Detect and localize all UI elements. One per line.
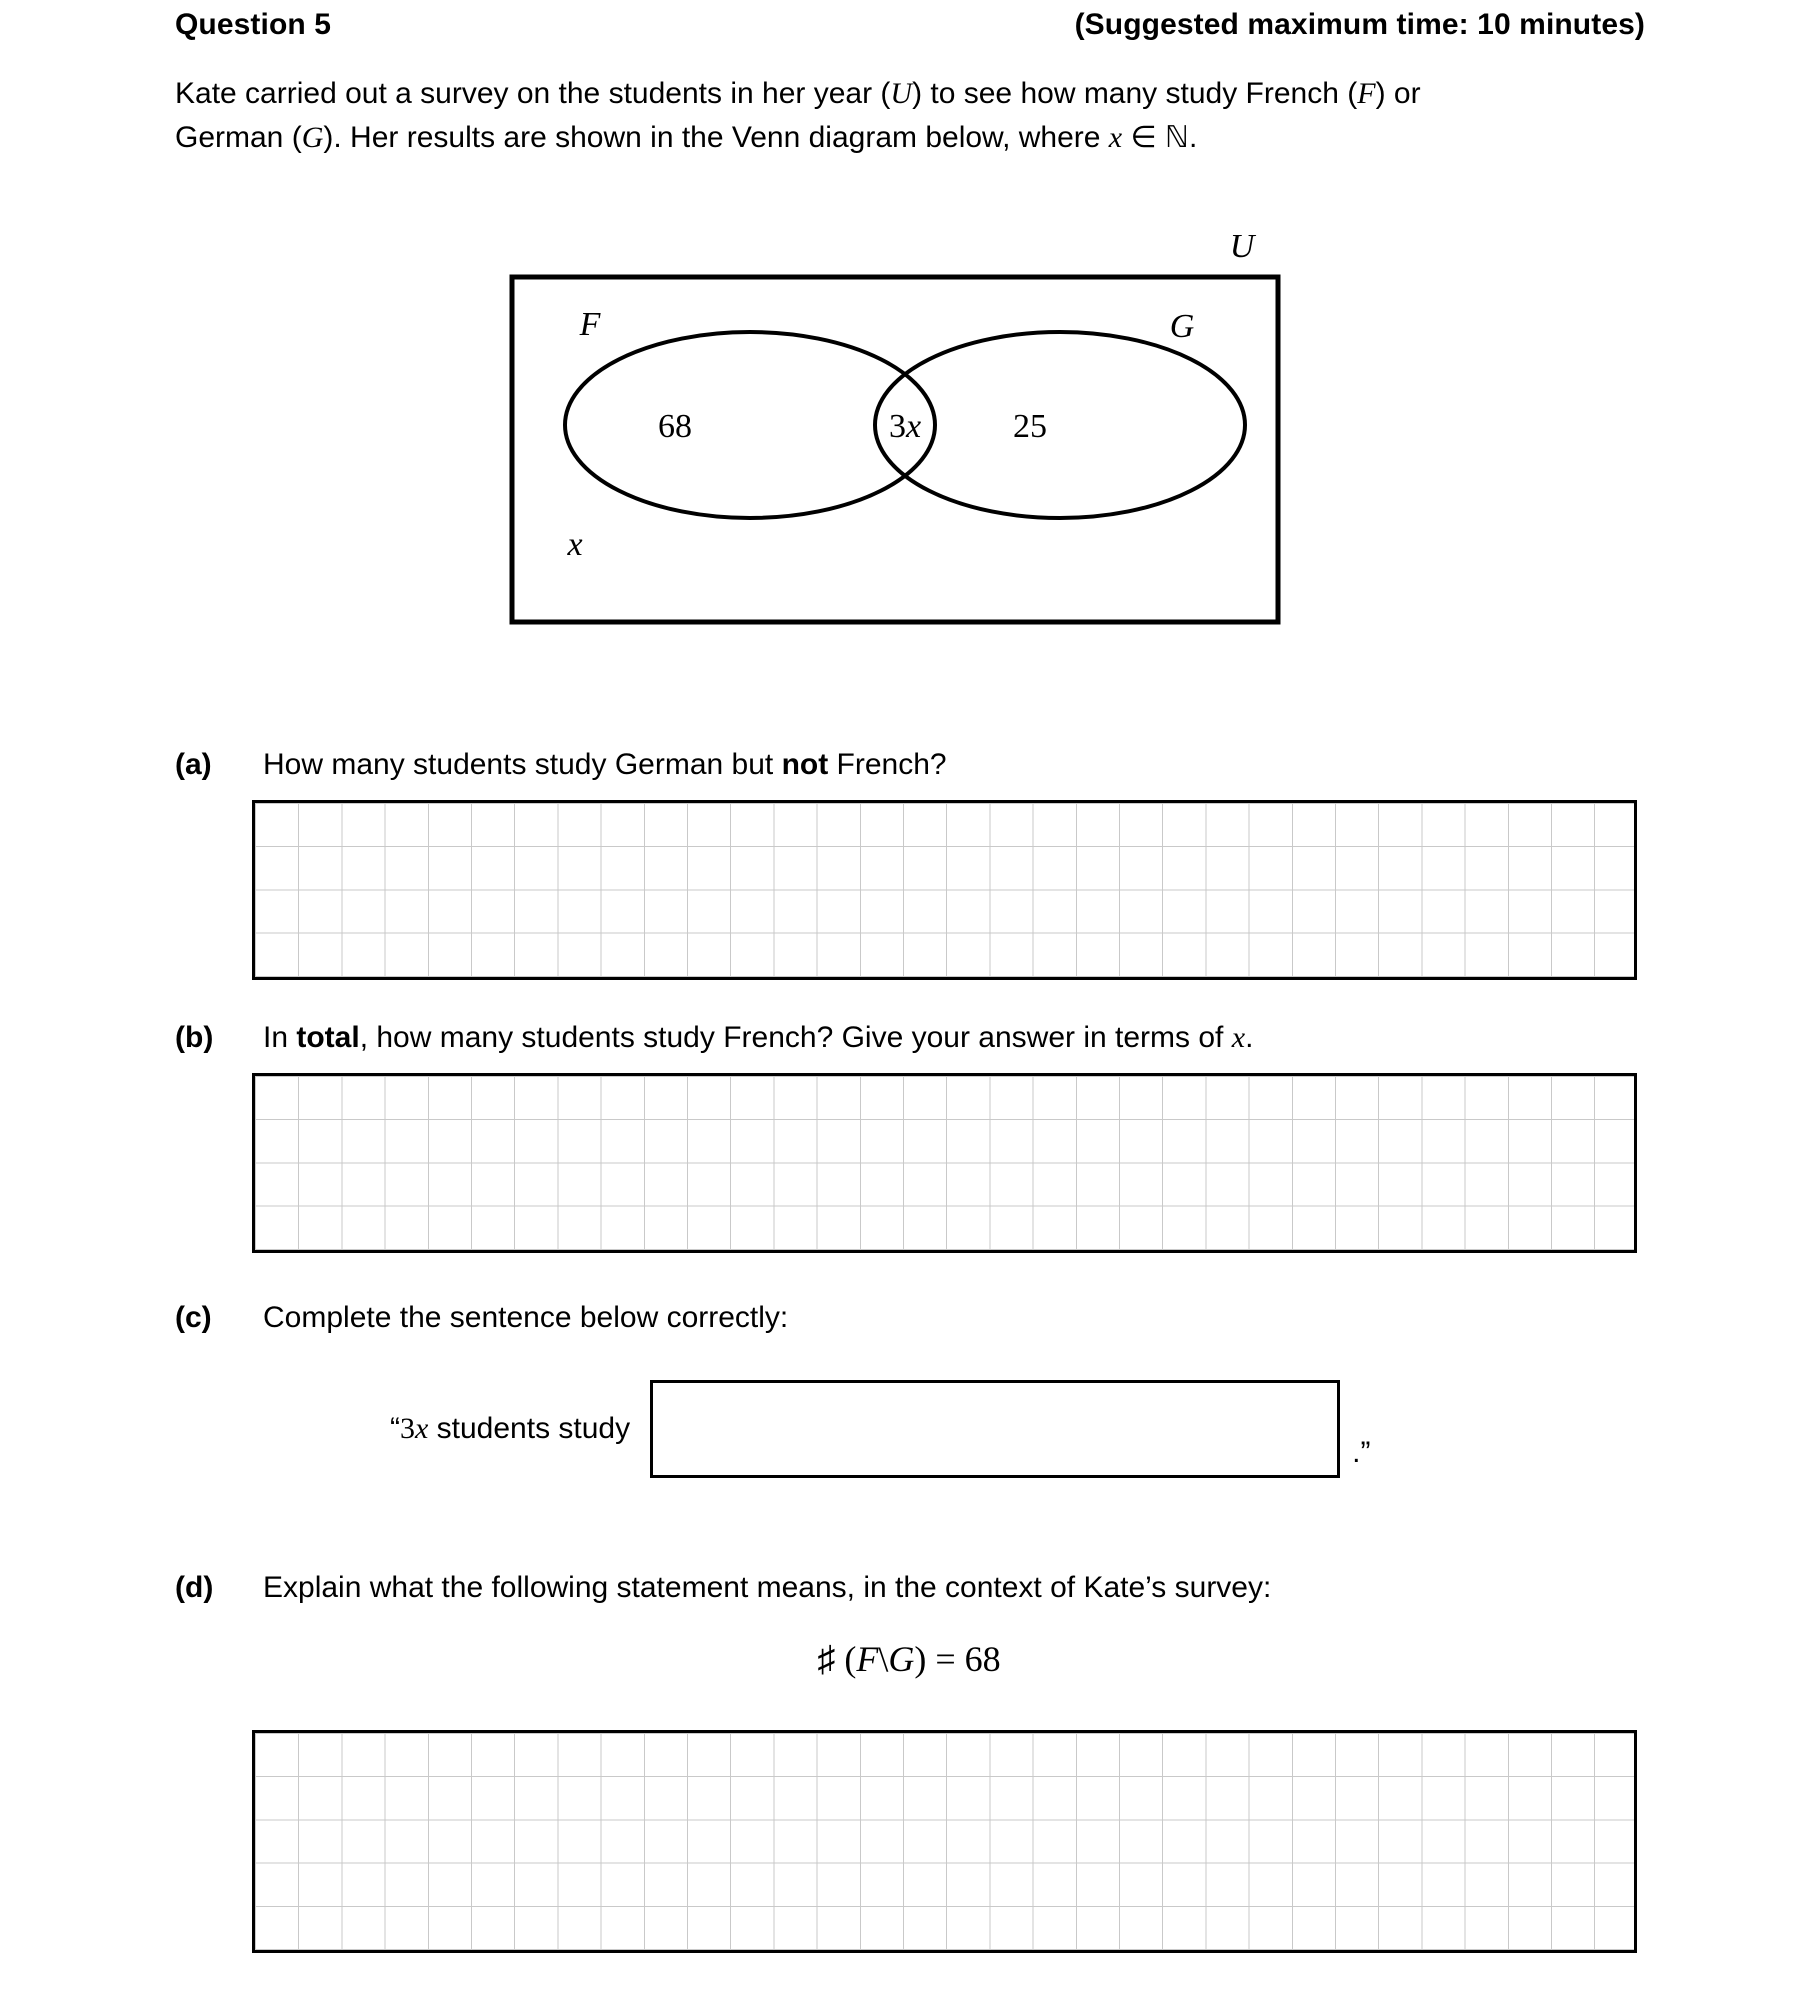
intro-line2-part-b: ). Her results are shown in the Venn diagram below, where: [323, 121, 1109, 154]
sentence-answer-input[interactable]: [650, 1380, 1340, 1478]
sentence-suffix: .”: [1352, 1436, 1371, 1469]
question-title: Question 5: [175, 8, 332, 41]
part-a-text-post: French?: [828, 748, 947, 781]
set-difference-symbol: \: [878, 1639, 889, 1679]
question-part-a: [175, 745, 1575, 785]
part-d-text: Explain what the following statement means, in the context of Kate’s survey:: [263, 1571, 1272, 1604]
cardinality-symbol: ♯: [817, 1639, 836, 1679]
intro-line2-end: .: [1188, 121, 1198, 154]
german-symbol-inline: G: [301, 121, 324, 154]
page-header: [175, 8, 1645, 42]
part-a-letter: (a): [175, 748, 212, 781]
german-set-label: G: [1169, 308, 1195, 345]
part-b-letter: (b): [175, 1021, 214, 1054]
sentence-prefix: [390, 1412, 650, 1446]
sentence-completion-row: [390, 1380, 1370, 1478]
question-part-d: [175, 1568, 1575, 1608]
french-set-label: F: [579, 306, 601, 343]
intro-line1-part-a: Kate carried out a survey on the students in her year (: [175, 77, 891, 110]
german-only-value: 25: [1013, 408, 1047, 445]
part-c-letter: (c): [175, 1301, 212, 1334]
statement-equals: =: [926, 1639, 965, 1679]
statement-open-paren: (: [835, 1639, 857, 1679]
element-of-symbol: ∈: [1122, 121, 1165, 154]
french-set-ellipse: [565, 332, 935, 518]
french-symbol-inline: F: [1357, 77, 1376, 110]
venn-diagram: [460, 225, 1340, 645]
part-a-emphasis: not: [781, 748, 829, 781]
answer-grid-b[interactable]: [252, 1073, 1637, 1253]
natural-numbers-symbol: ℕ: [1164, 120, 1189, 155]
universe-rectangle: [512, 277, 1278, 622]
question-part-b: [175, 1018, 1575, 1058]
part-b-text: [263, 1018, 1575, 1058]
sentence-variable: x: [415, 1412, 429, 1445]
statement-value: 68: [964, 1639, 1001, 1679]
question-intro-text: [175, 72, 1595, 160]
intersection-variable: x: [905, 408, 922, 445]
french-only-value: 68: [658, 408, 692, 445]
part-b-text-end: .: [1245, 1021, 1254, 1054]
cardinality-statement: [0, 1638, 1818, 1680]
answer-grid-a[interactable]: [252, 800, 1637, 980]
statement-close-paren: ): [914, 1639, 927, 1679]
part-b-emphasis: total: [296, 1021, 360, 1054]
part-d-letter: (d): [175, 1571, 214, 1604]
question-part-c: [175, 1298, 1575, 1338]
x-symbol-inline: x: [1108, 121, 1123, 154]
universe-set-label: U: [1229, 228, 1255, 265]
intersection-coefficient: 3: [888, 408, 906, 445]
outside-region-value: x: [567, 526, 583, 563]
statement-set-f: F: [856, 1639, 879, 1679]
part-b-variable: x: [1231, 1021, 1246, 1054]
sentence-prefix-rest: students study: [428, 1412, 631, 1445]
intro-line2-part-a: German (: [175, 121, 302, 154]
universe-symbol-inline: U: [890, 77, 913, 110]
intro-line1-part-c: ) or: [1375, 77, 1421, 110]
part-c-text: Complete the sentence below correctly:: [263, 1301, 789, 1334]
suggested-time-note: (Suggested maximum time: 10 minutes): [1074, 8, 1645, 41]
intro-line1-part-b: ) to see how many study French (: [912, 77, 1358, 110]
part-a-text-pre: How many students study German but: [263, 748, 782, 781]
part-b-text-post: , how many students study French? Give your answer in terms of: [359, 1021, 1232, 1054]
answer-grid-d[interactable]: [252, 1730, 1637, 1953]
german-set-ellipse: [875, 332, 1245, 518]
part-b-text-pre: In: [263, 1021, 297, 1054]
statement-set-g: G: [888, 1639, 915, 1679]
sentence-coefficient: 3: [400, 1412, 415, 1445]
sentence-open-quote: “: [390, 1412, 400, 1445]
intersection-value: [889, 408, 921, 445]
part-a-text: [263, 745, 1575, 785]
venn-diagram-svg: [460, 225, 1340, 645]
